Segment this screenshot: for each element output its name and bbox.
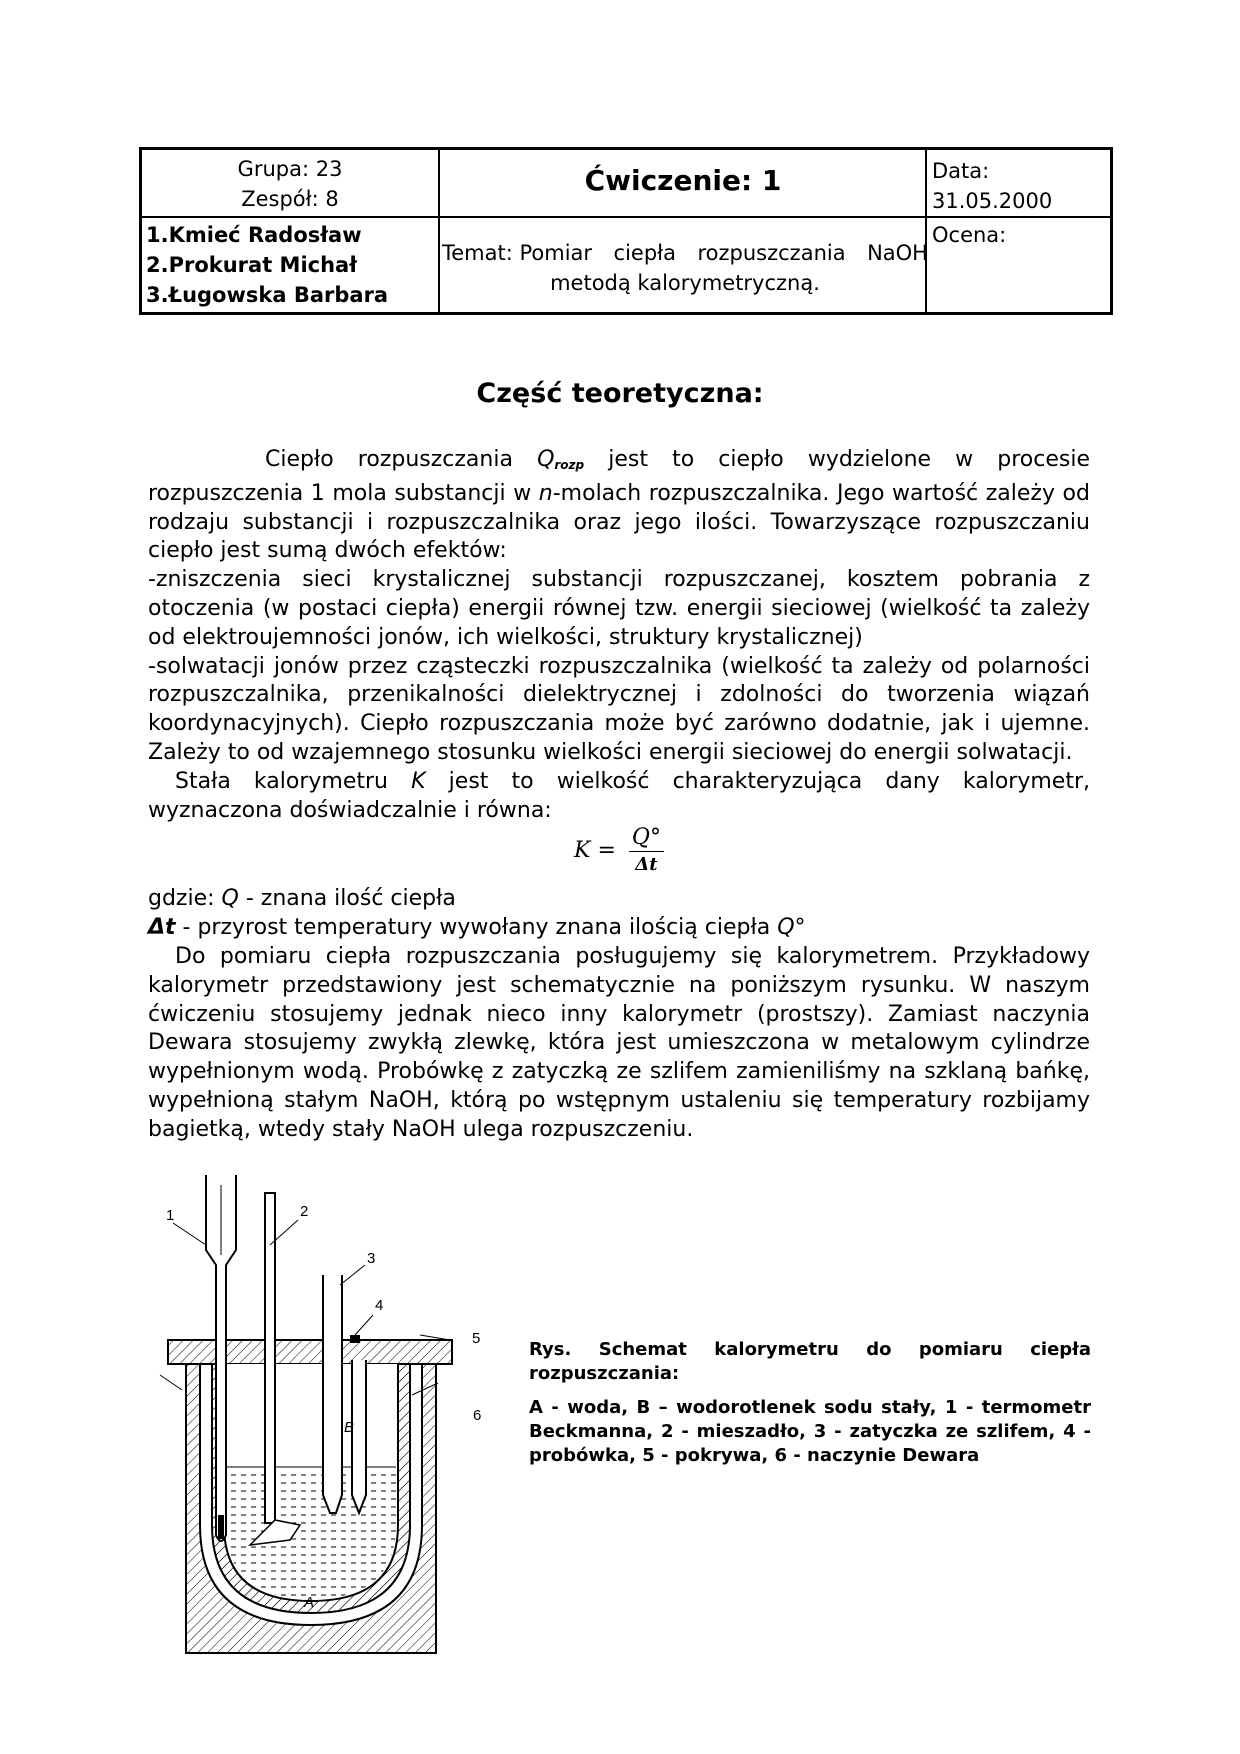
symbol-n: n bbox=[538, 480, 553, 506]
calorimeter-diagram bbox=[166, 1175, 500, 1655]
diagram-label: 4 bbox=[375, 1297, 384, 1314]
lid-shape bbox=[168, 1340, 452, 1364]
formula-lhs: K = bbox=[574, 838, 616, 864]
members-cell bbox=[146, 220, 388, 310]
symbol-q: Q bbox=[221, 886, 239, 912]
paragraph bbox=[148, 914, 1090, 943]
diagram-label: 1 bbox=[166, 1207, 175, 1224]
paragraph bbox=[148, 446, 1090, 566]
date-label: Data: bbox=[932, 159, 990, 183]
formula-numerator: Q° bbox=[629, 825, 664, 852]
topic-word: Temat: Pomiar bbox=[442, 241, 593, 265]
symbol-q-zero: Q° bbox=[777, 915, 806, 941]
topic-line2: metodą kalorymetryczną. bbox=[550, 271, 820, 295]
header-table bbox=[139, 147, 1113, 315]
member: 3.Ługowska Barbara bbox=[146, 283, 389, 307]
diagram-label: A bbox=[304, 1594, 315, 1611]
text-run: Ciepło rozpuszczania bbox=[265, 447, 538, 472]
caption-legend: A - woda, B – wodorotlenek sodu stały, 1 - termometr Beckmanna, 2 - mieszadło, 3 - zatyczka ze szlifem, 4 - probówka, 5 - pokrywa, 6 - naczynie Dewara bbox=[529, 1397, 1091, 1466]
symbol-delta-t: Δt bbox=[148, 915, 176, 941]
diagram-label: 3 bbox=[367, 1250, 376, 1267]
paragraph bbox=[148, 768, 1090, 826]
diagram-label: 2 bbox=[300, 1203, 309, 1220]
figure-caption bbox=[529, 1338, 1091, 1478]
paragraph: -solwatacji jonów przez cząsteczki rozpuszczalnika (wielkość ta zależy od polarności rozpuszczalnika, przenikalności dielektrycznej i zdolności do tworzenia wiązań koordynacyjnych). Ciepło rozpuszczania może być zarówno dodatnie, jak i ujemne. Zależy to od wzajemnego stosunku wielkości energii sieciowej do energii solwatacji. bbox=[148, 653, 1090, 765]
paragraph: -zniszczenia sieci krystalicznej substancji rozpuszczanej, kosztem pobrania z otoczenia (w postaci ciepła) energii równej tzw. energii sieciowej (wielkość ta zależy od elektroujemności jonów, ich wielkości, struktury krystalicznej) bbox=[148, 567, 1090, 650]
paragraph: Do pomiaru ciepła rozpuszczania posługujemy się kalorymetrem. Przykładowy kalorymetr przedstawiony jest schematycznie na poniższym rysunku. W naszym ćwiczeniu stosujemy jednak nieco inny kalorymetr (prostszy). Zamiast naczynia Dewara stosujemy zwykłą zlewkę, która jest umieszczona w metalowym cylindrze wypełnionym wodą. Probówkę z zatyczką ze szlifem zamieniliśmy na szklaną bańkę, wypełnioną stałym NaOH, którą po wstępnym ustaleniu się temperatury rozbijamy bagietką, wtedy stały NaOH ulega rozpuszczeniu. bbox=[148, 943, 1090, 1142]
member: 2.Prokurat Michał bbox=[146, 253, 358, 277]
body-text bbox=[148, 446, 1090, 1145]
diagram-label: B bbox=[344, 1419, 355, 1436]
text-run: - znana ilość ciepła bbox=[238, 886, 456, 912]
diagram-label: 6 bbox=[473, 1407, 482, 1424]
team: Zespół: 8 bbox=[241, 187, 339, 211]
date-cell bbox=[932, 156, 1052, 216]
symbol-k: K bbox=[411, 768, 426, 794]
subscript-rozp: rozp bbox=[554, 458, 585, 472]
text-run: - przyrost temperatury wywołany znana ilością ciepła bbox=[175, 915, 778, 941]
text-run: gdzie: bbox=[148, 886, 222, 912]
symbol-q: Q bbox=[537, 447, 555, 472]
text-run: jest to ciepło wydzielone w procesie rozpuszczenia 1 mola substancji w bbox=[148, 447, 1090, 506]
paragraph bbox=[148, 885, 1090, 914]
table-divider bbox=[142, 216, 1110, 218]
grade-label: Ocena: bbox=[932, 223, 1007, 247]
text-run: Stała kalorymetru bbox=[175, 768, 412, 794]
caption-title: Rys. Schemat kalorymetru do pomiaru ciepła rozpuszczania: bbox=[529, 1339, 1091, 1384]
diagram-label: 5 bbox=[472, 1330, 481, 1347]
formula-denominator: Δt bbox=[635, 854, 658, 876]
topic-word: NaOH bbox=[867, 241, 928, 265]
formula-fraction bbox=[629, 825, 664, 878]
date-value: 31.05.2000 bbox=[932, 189, 1053, 213]
test-tube bbox=[323, 1275, 342, 1513]
water-a bbox=[226, 1467, 396, 1599]
topic-cell bbox=[442, 238, 928, 298]
text-run: jest to wielkość charakteryzująca dany kalorymetr, wyznaczona doświadczalnie i równa: bbox=[148, 768, 1091, 823]
member: 1.Kmieć Radosław bbox=[146, 223, 362, 247]
exercise-title: Ćwiczenie: 1 bbox=[584, 164, 782, 197]
text-run: -molach rozpuszczalnika. Jego wartość zależy od rodzaju substancji i rozpuszczalnika oraz jego ilości. Towarzyszące rozpuszczaniu ciepło jest sumą dwóch efektów: bbox=[148, 480, 1090, 564]
section-title: Część teoretyczna: bbox=[476, 378, 764, 409]
group-team-cell bbox=[142, 154, 438, 214]
group: Grupa: 23 bbox=[237, 157, 343, 181]
topic-word: rozpuszczania bbox=[697, 241, 846, 265]
topic-word: ciepła bbox=[613, 241, 676, 265]
formula bbox=[148, 825, 1090, 885]
